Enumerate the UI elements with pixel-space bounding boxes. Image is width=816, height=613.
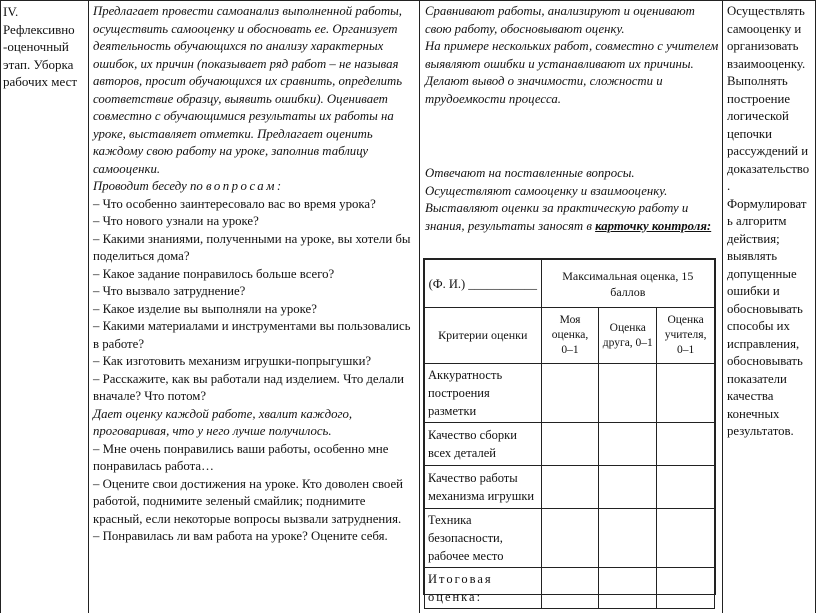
- criteria-row: [425, 364, 715, 423]
- peer-score-cell[interactable]: [599, 364, 657, 423]
- self-assessment-card: [423, 258, 716, 604]
- stage-cell: [3, 3, 87, 91]
- stage-line: этап. Уборка: [3, 56, 74, 72]
- question-item: – Какое изделие вы выполняли на уроке?: [93, 301, 317, 316]
- competency-line: взаимооценку.: [727, 56, 806, 71]
- criteria-label: Качество работы механизма игрушки: [425, 466, 542, 509]
- competency-line: конечных: [727, 406, 780, 421]
- closing-line: – Оцените свои достижения на уроке. Кто доволен своей работой, поднимите зеленый смайлик; поднимите красный, если некоторые вопросы вызвали затруднения.: [93, 476, 403, 526]
- student-block: Отвечают на поставленные вопросы.: [425, 166, 635, 180]
- student-block: Сравнивают работы, анализируют и оценивают свою работу, обосновывают оценку.: [425, 4, 695, 36]
- column-divider-1: [88, 0, 89, 613]
- competency-line: логической: [727, 109, 789, 123]
- self-score-cell[interactable]: [541, 466, 599, 509]
- competency-line: исправления,: [727, 336, 800, 351]
- column-divider-2: [419, 0, 420, 613]
- self-total-cell[interactable]: [541, 568, 599, 609]
- self-score-cell[interactable]: [541, 423, 599, 466]
- criteria-label: Аккуратность построения разметки: [425, 364, 542, 423]
- competency-line: обосновывать: [727, 354, 803, 368]
- card-header-row: [425, 260, 715, 308]
- student-block: На примере нескольких работ, совместно с учителем выявляют ошибки и устанавливают их причины.: [425, 39, 719, 71]
- teacher-score-header: Оценка учителя, 0–1: [657, 308, 715, 364]
- table-border-top: [0, 0, 816, 1]
- student-block-card: [425, 200, 720, 235]
- teacher-activity-cell: [93, 3, 415, 546]
- self-assessment-table: [424, 259, 715, 609]
- stage-line: рабочих мест: [3, 74, 78, 89]
- self-score-cell[interactable]: [541, 364, 599, 423]
- conversation-lead: [93, 178, 415, 196]
- praise-note: Дает оценку каждой работе, хвалит каждого, проговаривая, что у него лучше получилось.: [93, 406, 353, 438]
- question-item: – Расскажите, как вы работали над изделием. Что делали вначале? Что потом?: [93, 371, 405, 403]
- competency-line: ь алгоритм: [727, 214, 787, 228]
- card-title: карточку контроля:: [595, 218, 712, 233]
- competency-line: Формулироват: [727, 196, 807, 211]
- peer-total-cell[interactable]: [599, 568, 657, 609]
- self-score-cell[interactable]: [541, 509, 599, 568]
- teacher-total-cell[interactable]: [657, 568, 715, 609]
- competency-line: Выполнять: [727, 74, 788, 88]
- competency-line: Осуществлять: [727, 4, 805, 18]
- teacher-score-cell[interactable]: [657, 423, 715, 466]
- question-item: – Как изготовить механизм игрушки-попрыгушки?: [93, 354, 372, 368]
- teacher-score-cell[interactable]: [657, 509, 715, 568]
- criteria-header: Критерии оценки: [425, 308, 542, 364]
- competency-line: самооценку и: [727, 21, 802, 36]
- closing-line: – Мне очень понравились ваши работы, особенно мне понравилась работа…: [93, 441, 389, 473]
- competency-line: рассуждений и: [727, 144, 809, 158]
- competency-line: способы их: [727, 319, 790, 333]
- competencies-cell: [727, 3, 813, 441]
- question-item: – Что нового узнали на уроке?: [93, 214, 259, 228]
- total-label: Итоговая оценка:: [425, 568, 542, 609]
- question-item: – Какими материалами и инструментами вы пользовались в работе?: [93, 319, 411, 351]
- competency-line: ошибки и: [727, 284, 780, 298]
- competency-line: допущенные: [727, 266, 797, 281]
- spacer: [425, 108, 720, 165]
- name-cell: (Ф. И.) ___________: [425, 260, 542, 308]
- max-score-cell: Максимальная оценка, 15 баллов: [541, 260, 714, 308]
- criteria-row: [425, 509, 715, 568]
- teacher-score-cell[interactable]: [657, 466, 715, 509]
- competency-line: .: [727, 179, 731, 193]
- competency-line: цепочки: [727, 126, 772, 141]
- stage-line: -оценочный: [3, 39, 69, 54]
- card-columns-row: [425, 308, 715, 364]
- card-instruction: Выставляют оценки за практическую работу и знания, результаты заносят в: [425, 201, 689, 233]
- peer-score-header: Оценка друга, 0–1: [599, 308, 657, 364]
- student-block: Делают вывод о значимости, сложности и трудоемкости процесса.: [425, 74, 663, 106]
- stage-line: IV.: [3, 4, 19, 19]
- teacher-intro: Предлагает провести самоанализ выполненной работы, осуществить самооценку и обосновать ее. Организует деятельность обучающихся по анализу характерных ошибок, их причин (показывает ряд работ – не называя авторов, просит обучающихся их сравнить, определить соответствие образцу, выявить ошибки). Оценивает совместно с обучающимися результаты их работы на уроке, выставляет отметки. Предлагает оценить каждому свою работу на уроке, заполнив таблицу самооценки.: [93, 4, 403, 176]
- competency-line: организовать: [727, 39, 799, 53]
- competency-line: доказательство: [727, 161, 810, 176]
- student-activity-cell: [425, 3, 720, 235]
- criteria-row: [425, 466, 715, 509]
- student-block: Осуществляют самооценку и взаимооценку.: [425, 183, 668, 198]
- teacher-score-cell[interactable]: [657, 364, 715, 423]
- question-item: – Что вызвало затруднение?: [93, 284, 246, 298]
- peer-score-cell[interactable]: [599, 509, 657, 568]
- closing-line: – Понравилась ли вам работа на уроке? Оцените себя.: [93, 529, 388, 543]
- conversation-word: вопросам:: [205, 179, 284, 193]
- competency-line: обосновывать: [727, 301, 803, 316]
- table-border-left: [0, 0, 1, 613]
- competency-line: показатели: [727, 371, 787, 386]
- competency-line: действия;: [727, 231, 780, 246]
- total-row: [425, 568, 715, 609]
- competency-line: выявлять: [727, 249, 778, 263]
- competency-line: результатов.: [727, 424, 794, 438]
- criteria-row: [425, 423, 715, 466]
- stage-line: Рефлексивно: [3, 21, 75, 37]
- peer-score-cell[interactable]: [599, 423, 657, 466]
- column-divider-3: [722, 0, 723, 613]
- conversation-prefix: Проводит беседу по: [93, 179, 206, 193]
- criteria-label: Качество сборки всех деталей: [425, 423, 542, 466]
- question-item: – Что особенно заинтересовало вас во время урока?: [93, 196, 376, 211]
- peer-score-cell[interactable]: [599, 466, 657, 509]
- criteria-label: Техника безопасности, рабочее место: [425, 509, 542, 568]
- competency-line: качества: [727, 389, 774, 403]
- competency-line: построение: [727, 91, 791, 106]
- self-score-header: Моя оценка, 0–1: [541, 308, 599, 364]
- question-item: – Какое задание понравилось больше всего?: [93, 266, 335, 281]
- question-item: – Какими знаниями, полученными на уроке, вы хотели бы поделиться дома?: [93, 231, 411, 263]
